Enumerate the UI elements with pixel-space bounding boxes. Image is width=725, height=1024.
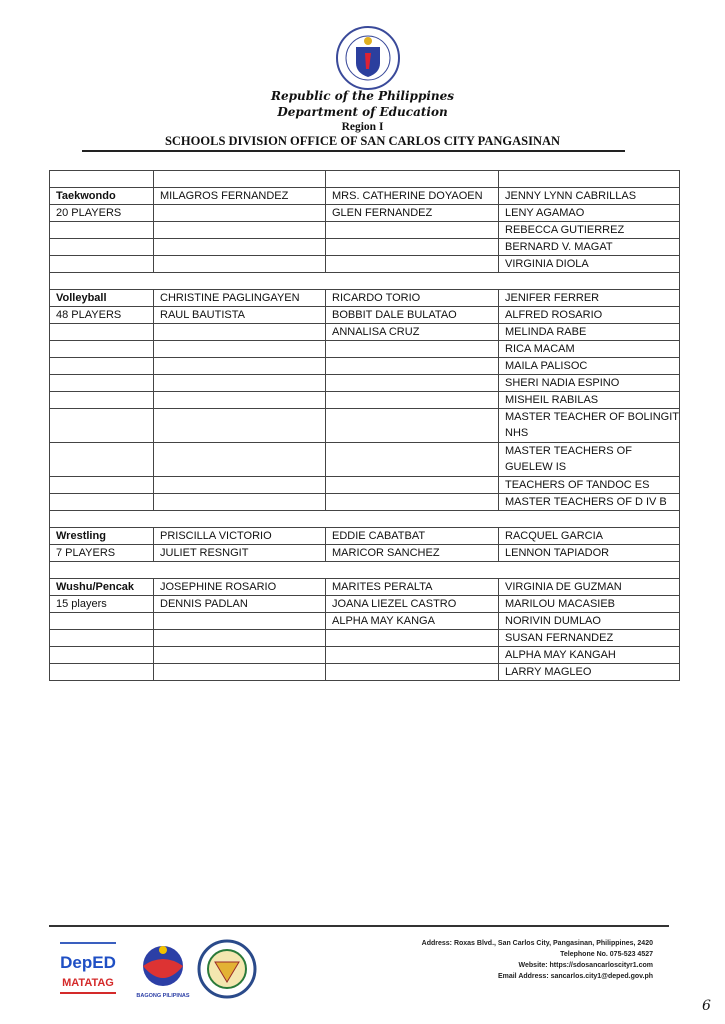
table-row (50, 647, 680, 664)
sport-info-cell (50, 409, 154, 443)
bagong-pilipinas-logo (133, 938, 193, 1000)
table-row (50, 188, 680, 205)
name-cell: RICA MACAM (499, 341, 680, 358)
spacer-row (50, 511, 680, 528)
sport-info-cell (50, 392, 154, 409)
header-department: Department of Education (277, 105, 448, 119)
name-cell: LENY AGAMAO (499, 205, 680, 222)
sport-name-cell: Wushu/Pencak (50, 579, 154, 596)
name-cell: ALPHA MAY KANGAH (499, 647, 680, 664)
sport-info-cell (50, 222, 154, 239)
spacer-cell (50, 511, 680, 528)
name-cell: RICARDO TORIO (326, 290, 499, 307)
spacer-cell (50, 273, 680, 290)
name-cell (326, 409, 499, 443)
name-cell: REBECCA GUTIERREZ (499, 222, 680, 239)
name-cell (154, 358, 326, 375)
email-link[interactable]: Email Address: sancarlos.city1@deped.gov.ph (497, 973, 653, 980)
table-row (50, 256, 680, 273)
page-number: 6 (702, 998, 711, 1014)
name-cell (154, 613, 326, 630)
name-cell (326, 171, 499, 188)
table-row (50, 222, 680, 239)
table-row (50, 630, 680, 647)
name-cell: BOBBIT DALE BULATAO (326, 307, 499, 324)
name-cell (154, 324, 326, 341)
table-row (50, 358, 680, 375)
name-cell: JOSEPHINE ROSARIO (154, 579, 326, 596)
table-row (50, 545, 680, 562)
sport-info-cell (50, 664, 154, 681)
name-cell (326, 647, 499, 664)
name-cell (154, 630, 326, 647)
table-row (50, 596, 680, 613)
name-cell: LENNON TAPIADOR (499, 545, 680, 562)
website-link[interactable]: Website: https://sdosancarloscityr1.com (518, 962, 653, 969)
sport-info-cell (50, 477, 154, 494)
contact-info (422, 938, 653, 982)
name-cell: MISHEIL RABILAS (499, 392, 680, 409)
name-cell (326, 443, 499, 477)
name-cell: PRISCILLA VICTORIO (154, 528, 326, 545)
sport-info-cell (50, 443, 154, 477)
name-cell (326, 375, 499, 392)
name-cell (154, 409, 326, 443)
table-row (50, 324, 680, 341)
name-cell: JOANA LIEZEL CASTRO (326, 596, 499, 613)
name-cell: VIRGINIA DIOLA (499, 256, 680, 273)
name-cell (154, 375, 326, 392)
table-row (50, 307, 680, 324)
bagong-pilipinas-text: BAGONG PILIPINAS (136, 993, 190, 999)
name-cell (326, 664, 499, 681)
table-row (50, 613, 680, 630)
sport-name-cell: Volleyball (50, 290, 154, 307)
sport-info-cell: 48 PLAYERS (50, 307, 154, 324)
name-cell (154, 477, 326, 494)
sdo-san-carlos-seal (197, 938, 257, 1000)
header-region: Region I (341, 121, 384, 133)
name-cell (154, 222, 326, 239)
sport-name-cell: Taekwondo (50, 188, 154, 205)
sport-info-cell (50, 630, 154, 647)
header-republic: Republic of the Philippines (270, 89, 455, 103)
sport-info-cell (50, 341, 154, 358)
spacer-cell (50, 562, 680, 579)
name-cell: EDDIE CABATBAT (326, 528, 499, 545)
name-cell: JENIFER FERRER (499, 290, 680, 307)
name-cell (326, 630, 499, 647)
sport-info-cell (50, 494, 154, 511)
name-cell: ALPHA MAY KANGA (326, 613, 499, 630)
name-cell (154, 239, 326, 256)
name-cell: DENNIS PADLAN (154, 596, 326, 613)
name-cell: MAILA PALISOC (499, 358, 680, 375)
name-cell: ALFRED ROSARIO (499, 307, 680, 324)
footer-divider (49, 925, 669, 927)
name-cell (154, 647, 326, 664)
name-cell (326, 222, 499, 239)
name-cell: MRS. CATHERINE DOYAOEN (326, 188, 499, 205)
name-cell: SUSAN FERNANDEZ (499, 630, 680, 647)
name-cell (326, 494, 499, 511)
deped-matatag-logo (58, 938, 118, 1000)
name-cell: MASTER TEACHERS OF D IV B (499, 494, 680, 511)
spacer-row (50, 562, 680, 579)
table-row (50, 239, 680, 256)
sport-info-cell: 7 PLAYERS (50, 545, 154, 562)
name-cell (154, 256, 326, 273)
name-cell (326, 256, 499, 273)
table-row (50, 579, 680, 596)
table-row (50, 409, 680, 443)
spacer-row (50, 273, 680, 290)
name-cell (499, 171, 680, 188)
table-row (50, 392, 680, 409)
deped-seal-logo (335, 25, 401, 91)
deped-logo-text: DepED (60, 953, 116, 972)
name-cell (154, 341, 326, 358)
table-row (50, 494, 680, 511)
name-cell: GLEN FERNANDEZ (326, 205, 499, 222)
name-cell (154, 494, 326, 511)
sport-info-cell (50, 613, 154, 630)
name-cell: MELINDA RABE (499, 324, 680, 341)
table-row (50, 443, 680, 477)
name-cell (154, 205, 326, 222)
name-cell (326, 477, 499, 494)
name-cell (326, 392, 499, 409)
name-cell: NORIVIN DUMLAO (499, 613, 680, 630)
address-text: Address: Roxas Blvd., San Carlos City, Pangasinan, Philippines, 2420 (421, 940, 653, 947)
sport-name-cell: Wrestling (50, 528, 154, 545)
sport-name-cell (50, 171, 154, 188)
name-cell: RACQUEL GARCIA (499, 528, 680, 545)
name-cell: VIRGINIA DE GUZMAN (499, 579, 680, 596)
header-divider (82, 150, 625, 152)
name-cell (326, 341, 499, 358)
name-cell (154, 664, 326, 681)
table-row (50, 341, 680, 358)
table-row (50, 205, 680, 222)
sport-info-cell (50, 324, 154, 341)
sport-info-cell (50, 647, 154, 664)
matatag-logo-text: MATATAG (62, 977, 114, 989)
name-cell: JENNY LYNN CABRILLAS (499, 188, 680, 205)
name-cell (154, 171, 326, 188)
name-cell: BERNARD V. MAGAT (499, 239, 680, 256)
name-cell: RAUL BAUTISTA (154, 307, 326, 324)
name-cell (154, 392, 326, 409)
table-row (50, 528, 680, 545)
sport-info-cell (50, 239, 154, 256)
name-cell: MARITES PERALTA (326, 579, 499, 596)
name-cell: SHERI NADIA ESPINO (499, 375, 680, 392)
name-cell: LARRY MAGLEO (499, 664, 680, 681)
telephone-text: Telephone No. 075-523 4527 (560, 951, 653, 958)
participants-table (49, 170, 680, 681)
table-row (50, 477, 680, 494)
name-cell: MARICOR SANCHEZ (326, 545, 499, 562)
sport-info-cell (50, 256, 154, 273)
header-office: SCHOOLS DIVISION OFFICE OF SAN CARLOS CITY PANGASINAN (164, 134, 561, 148)
sport-info-cell: 15 players (50, 596, 154, 613)
sport-info-cell (50, 358, 154, 375)
name-cell (154, 443, 326, 477)
name-cell: MARILOU MACASIEB (499, 596, 680, 613)
name-cell (326, 358, 499, 375)
sport-info-cell (50, 375, 154, 392)
name-cell: ANNALISA CRUZ (326, 324, 499, 341)
name-cell: JULIET RESNGIT (154, 545, 326, 562)
table-row (50, 171, 680, 188)
name-cell: MASTER TEACHERS OF GUELEW IS (499, 443, 680, 477)
name-cell: CHRISTINE PAGLINGAYEN (154, 290, 326, 307)
table-row (50, 375, 680, 392)
table-row (50, 664, 680, 681)
name-cell: MASTER TEACHER OF BOLINGIT NHS (499, 409, 680, 443)
name-cell: TEACHERS OF TANDOC ES (499, 477, 680, 494)
name-cell: MILAGROS FERNANDEZ (154, 188, 326, 205)
name-cell (326, 239, 499, 256)
table-row (50, 290, 680, 307)
sport-info-cell: 20 PLAYERS (50, 205, 154, 222)
